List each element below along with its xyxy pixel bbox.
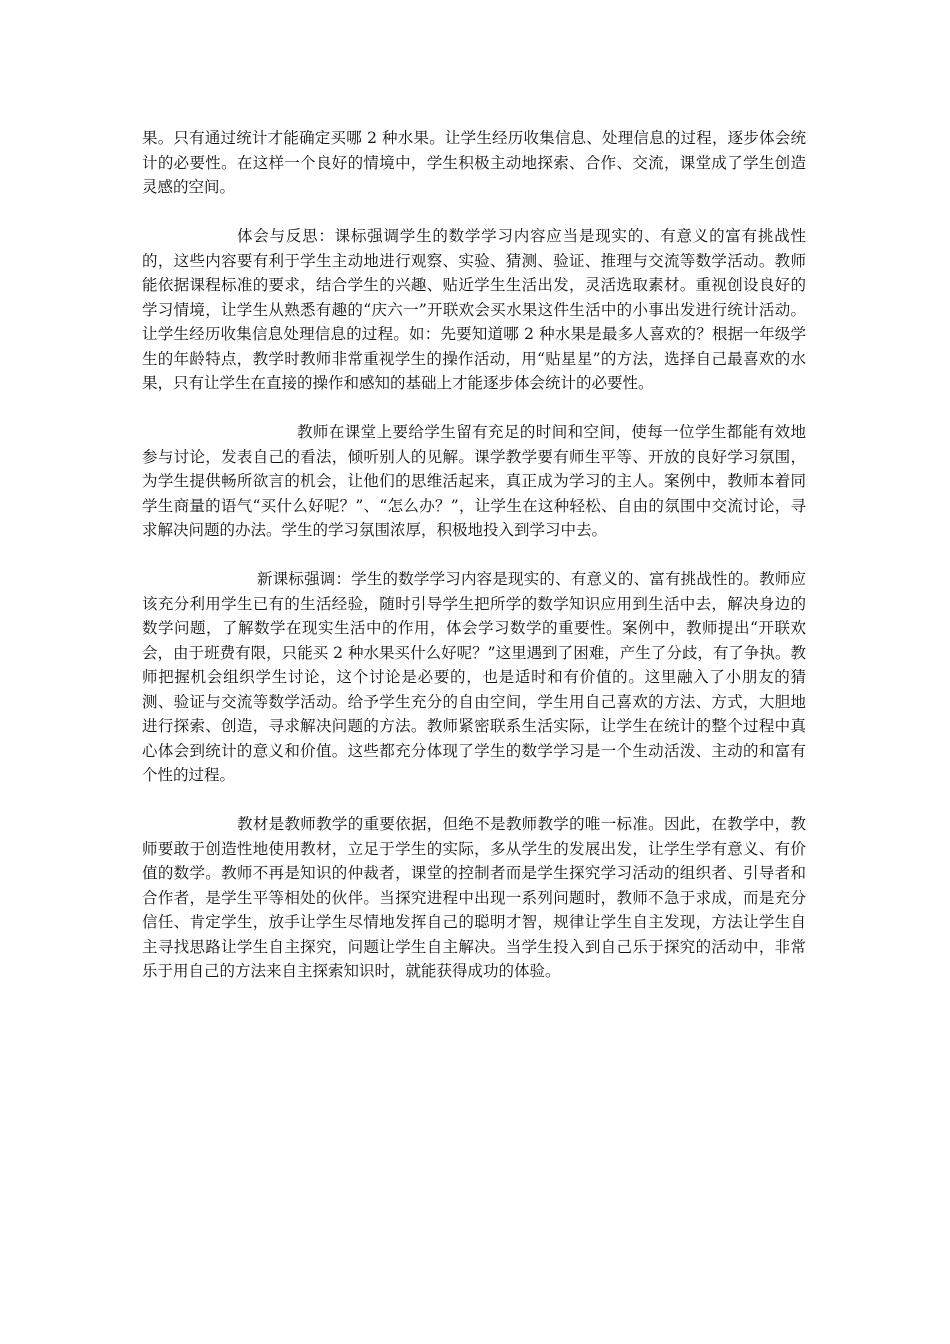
- document-page: [142, 126, 806, 1008]
- paragraph-new-curriculum: 新课标强调：学生的数学学习内容是现实的、有意义的、富有挑战性的。教师应该充分利用学生已有的生活经验，随时引导学生把所学的数学知识应用到生活中去，解决身边的数学问题，了解数学在现实生活中的作用，体会学习数学的重要性。案例中，教师提出“开联欢会，由于班费有限，只能买 2 种水果买什么好呢？”这里遇到了困难，产生了分歧，有了争执。教师把握机会组织学生讨论，这个讨论是必要的，也是适时和有价值的。这里融入了小朋友的猜测、验证与交流等数学活动。给予学生充分的自由空间，学生用自己喜欢的方法、方式，大胆地进行探索、创造，寻求解决问题的方法。教师紧密联系生活实际，让学生在统计的整个过程中真心体会到统计的意义和价值。这些都充分体现了学生的数学学习是一个生动活泼、主动的和富有个性的过程。: [142, 570, 806, 784]
- paragraph-continuation: 果。只有通过统计才能确定买哪 2 种水果。让学生经历收集信息、处理信息的过程，逐步体会统计的必要性。在这样一个良好的情境中，学生积极主动地探索、合作、交流，课堂成了学生创造灵感的空间。: [142, 129, 806, 196]
- paragraph-reflection: 体会与反思：课标强调学生的数学学习内容应当是现实的、有意义的富有挑战性的，这些内容要有利于学生主动地进行观察、实验、猜测、验证、推理与交流等数学活动。教师能依据课程标准的要求，结合学生的兴趣、贴近学生生活出发，灵活选取素材。重视创设良好的学习情境，让学生从熟悉有趣的“庆六一”开联欢会买水果这件生活中的小事出发进行统计活动。让学生经历收集信息处理信息的过程。如：先要知道哪 2 种水果是最多人喜欢的？根据一年级学生的年龄特点，教学时教师非常重视学生的操作活动，用“贴星星”的方法，选择自己最喜欢的水果，只有让学生在直接的操作和感知的基础上才能逐步体会统计的必要性。: [142, 227, 806, 392]
- paragraph-textbook: 教材是教师教学的重要依据，但绝不是教师教学的唯一标准。因此，在教学中，教师要敢于创造性地使用教材，立足于学生的实际，多从学生的发展出发，让学生学有意义、有价值的数学。教师不再是知识的仲裁者，课堂的控制者而是学生探究学习活动的组织者、引导者和合作者，是学生平等相处的伙伴。当探究进程中出现一系列问题时，教师不急于求成，而是充分信任、肯定学生，放手让学生尽情地发挥自己的聪明才智，规律让学生自主发现，方法让学生自主寻找思路让学生自主探究，问题让学生自主解决。当学生投入到自己乐于探究的活动中，非常乐于用自己的方法来自主探索知识时，就能获得成功的体验。: [142, 815, 806, 980]
- paragraph-classroom-time: 教师在课堂上要给学生留有充足的时间和空间，使每一位学生都能有效地参与讨论，发表自己的看法，倾听别人的见解。课学教学要有师生平等、开放的良好学习氛围，为学生提供畅所欲言的机会，让他们的思维活起来，真正成为学习的主人。案例中，教师本着同学生商量的语气“买什么好呢？”、“怎么办？”，让学生在这种轻松、自由的氛围中交流讨论，寻求解决问题的办法。学生的学习氛围浓厚，积极地投入到学习中去。: [142, 423, 806, 539]
